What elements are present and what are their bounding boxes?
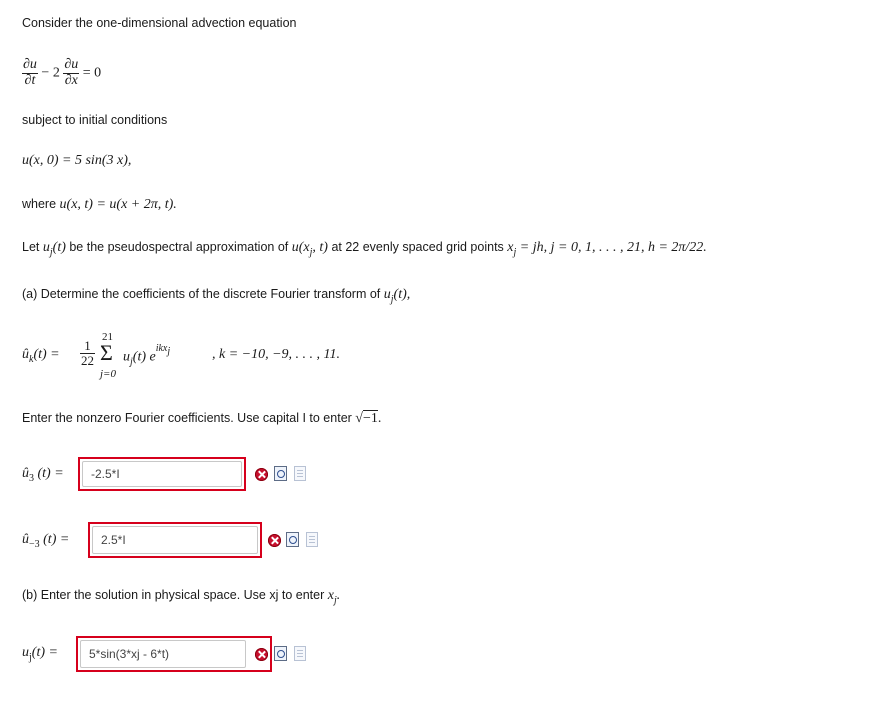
grid-desc: at 22 evenly spaced grid points <box>331 240 504 254</box>
where-word: where <box>22 197 57 211</box>
du-symbol: ∂u <box>23 57 37 72</box>
uxj: u(x <box>291 240 310 255</box>
initial-condition <box>22 153 131 169</box>
answer-label-u3: $û_3$ (t) = <box>22 466 64 484</box>
answer-input-u3[interactable] <box>82 461 242 487</box>
summand: u <box>123 349 130 365</box>
part-a-sub: j <box>390 293 394 305</box>
ic-equation: u(x, 0) = 5 sin(3 x), <box>22 153 132 168</box>
incorrect-x-icon <box>268 534 281 547</box>
part-a-var: u <box>383 287 391 302</box>
periodic-equation: u(x, t) = u(x + 2π, t). <box>59 197 177 212</box>
instruction-text: Enter the nonzero Fourier coefficients. Use capital I to enter <box>22 411 352 425</box>
dft-lhs: û <box>22 347 29 362</box>
sum-lower: j=0 <box>100 368 116 380</box>
preview-icon[interactable] <box>286 532 299 547</box>
answer-row-uj <box>0 634 873 674</box>
periodic-condition <box>22 197 177 213</box>
coefficient: 2 <box>52 65 60 81</box>
preview-icon[interactable] <box>274 466 287 481</box>
uxj-sub: j <box>309 246 313 258</box>
equals-sign: = <box>82 65 91 81</box>
uxj-end: , t) <box>312 240 328 255</box>
grid-def: = jh, j = 0, 1, . . . , 21, h = 2π/22. <box>519 240 707 255</box>
du-symbol-2: ∂u <box>64 57 79 72</box>
document-icon[interactable] <box>306 532 318 547</box>
intro-text: Consider the one-dimensional advection equation <box>22 16 297 30</box>
sigma-symbol: Σ <box>100 340 113 365</box>
part-b-sub: j <box>333 594 337 606</box>
part-a-desc: (a) Determine the coefficients of the discrete Fourier transform of <box>22 287 381 301</box>
part-b-text <box>22 588 340 606</box>
document-icon[interactable] <box>294 646 306 661</box>
exponent-sub: j <box>167 346 171 357</box>
summand-sub: j <box>130 356 133 368</box>
exponent: ikx <box>155 343 168 354</box>
incorrect-x-icon <box>255 468 268 481</box>
dt-symbol: ∂t <box>24 72 36 88</box>
part-b-var: x <box>327 588 334 603</box>
dft-k: k <box>29 353 34 365</box>
zero: 0 <box>94 65 102 81</box>
answer-label-uj: $u_j(t)$ = <box>22 645 58 663</box>
minus-sign: − <box>41 65 50 81</box>
part-a-text <box>22 287 410 305</box>
dft-t: (t) = <box>33 347 60 362</box>
uj-var: u <box>42 240 50 255</box>
let-desc: be the pseudospectral approximation of <box>69 240 289 254</box>
uj-sub: j <box>49 246 53 258</box>
answer-row-u3 <box>0 455 873 495</box>
summand-t: (t) e <box>132 349 156 365</box>
frac-num: 1 <box>80 339 95 354</box>
enter-nonzero-instruction <box>22 411 381 427</box>
ic-label: subject to initial conditions <box>22 113 168 127</box>
sum-upper: 21 <box>102 331 113 343</box>
k-range: , k = −10, −9, . . . , 11. <box>212 347 341 362</box>
sqrt-expression: √−1. <box>355 411 382 426</box>
answer-label-u-minus3: $û_{-3}$ (t) = <box>22 532 70 550</box>
incorrect-x-icon <box>255 648 268 661</box>
answer-input-uj[interactable] <box>80 640 246 668</box>
document-icon[interactable] <box>294 466 306 481</box>
part-a-tail: (t), <box>393 287 411 302</box>
uj-t: (t) <box>52 240 66 255</box>
let-word: Let <box>22 240 40 254</box>
let-statement: Let $u_j(t)$ be the pseudospectral approximation of $u(x_j$, t) at 22 evenly spaced grid points $x_j$ = jh, j = 0, 1, . . . , 21, h = 2π/22. <box>22 240 707 258</box>
part-b-desc: (b) Enter the solution in physical space. Use xj to enter <box>22 588 325 602</box>
answer-row-u-minus3 <box>0 521 873 561</box>
preview-icon[interactable] <box>274 646 287 661</box>
answer-input-u-minus3[interactable] <box>92 526 258 554</box>
part-b-tail: . <box>336 588 341 603</box>
advection-equation <box>22 58 101 88</box>
dx-symbol: ∂x <box>64 72 78 88</box>
sqrt-radicand: −1 <box>362 411 378 426</box>
xj-sub: j <box>513 246 517 258</box>
frac-den: 22 <box>81 352 94 368</box>
